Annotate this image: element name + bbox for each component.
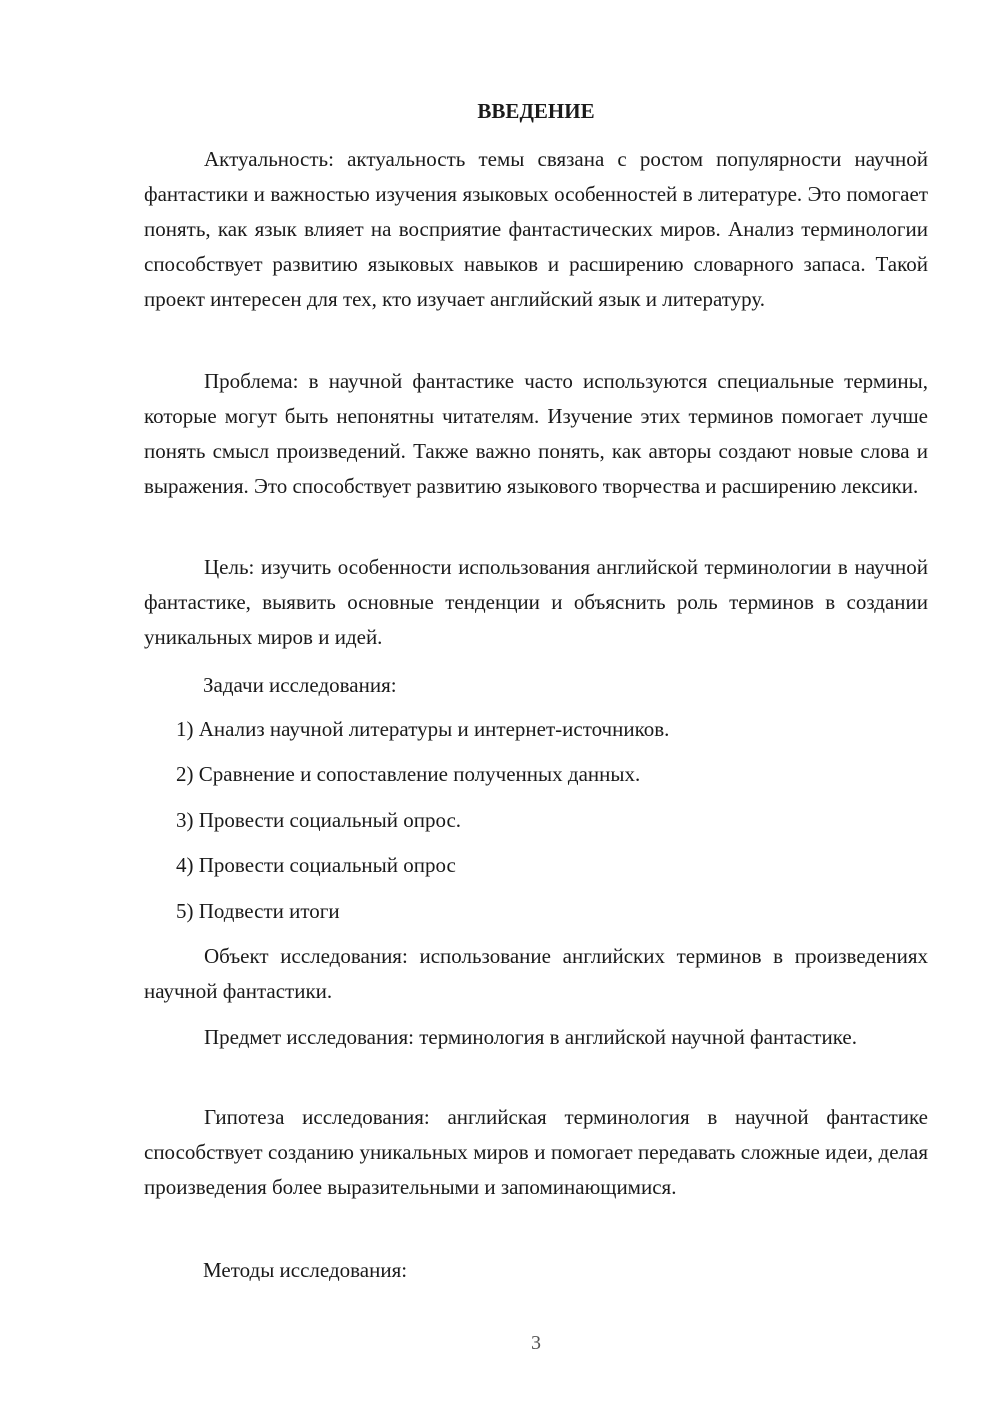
task-item-4: 4) Провести социальный опрос <box>176 853 456 877</box>
page-number: 3 <box>531 1332 541 1354</box>
subject-paragraph: Предмет исследования: терминология в английской научной фантастике. <box>204 1025 857 1049</box>
task-item-1: 1) Анализ научной литературы и интернет-источников. <box>176 717 670 741</box>
page-heading: ВВЕДЕНИЕ <box>477 99 595 123</box>
task-item-2: 2) Сравнение и сопоставление полученных данных. <box>176 762 641 786</box>
problem-paragraph: Проблема: в научной фантастике часто используются специальные термины, которые могут быть непонятны читателям. Изучение этих терминов помогает лучше понять смысл произведений. Также важно понять, как авторы создают новые слова и выражения. Это способствует развитию языкового творчества и расширению лексики. <box>144 369 928 498</box>
tasks-heading: Задачи исследования: <box>203 673 397 697</box>
goal-paragraph: Цель: изучить особенности использования английской терминологии в научной фантастике, выявить основные тенденции и объяснить роль терминов в создании уникальных миров и идей. <box>144 555 928 649</box>
task-item-5: 5) Подвести итоги <box>176 899 340 923</box>
hypothesis-paragraph: Гипотеза исследования: английская терминология в научной фантастике способствует созданию уникальных миров и помогает передавать сложные идеи, делая произведения более выразительными и запоминающимися. <box>144 1105 928 1199</box>
methods-heading: Методы исследования: <box>203 1258 408 1282</box>
task-item-3: 3) Провести социальный опрос. <box>176 808 462 832</box>
object-paragraph: Объект исследования: использование английских терминов в произведениях научной фантастики. <box>144 944 928 1003</box>
relevance-paragraph: Актуальность: актуальность темы связана с ростом популярности научной фантастики и важностью изучения языковых особенностей в литературе. Это помогает понять, как язык влияет на восприятие фантастических миров. Анализ терминологии способствует развитию языковых навыков и расширению словарного запаса. Такой проект интересен для тех, кто изучает английский язык и литературу. <box>144 147 928 311</box>
